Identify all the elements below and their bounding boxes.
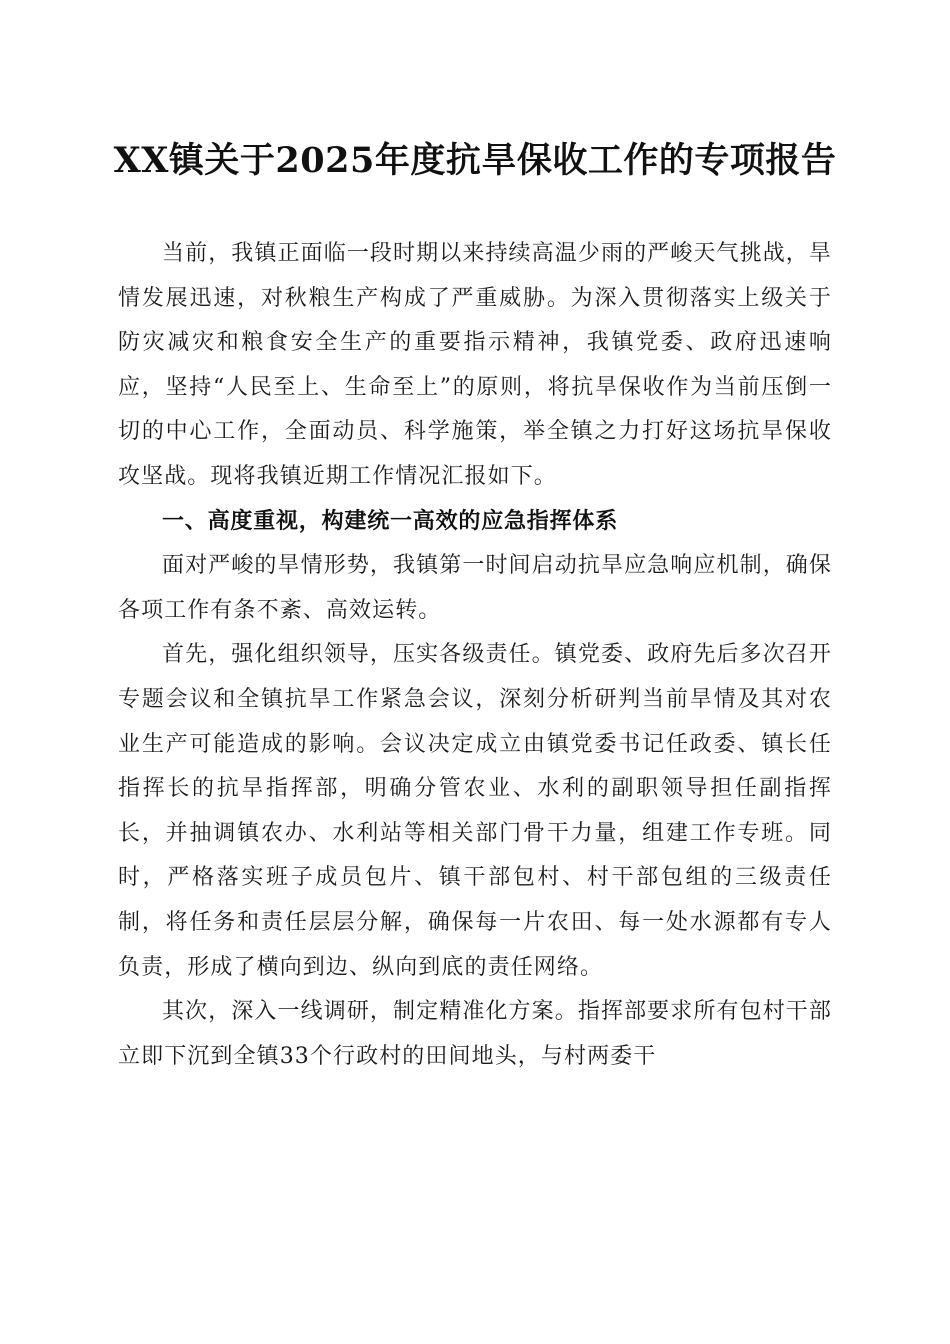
section1-paragraph-3: 其次，深入一线调研，制定精准化方案。指挥部要求所有包村干部立即下沉到全镇33个行政村的田间地头，与村两委干 — [118, 999, 832, 1069]
document-title: XX镇关于2025年度抗旱保收工作的专项报告 — [113, 140, 837, 181]
document-body — [118, 232, 832, 1079]
section1-paragraph-2: 首先，强化组织领导，压实各级责任。镇党委、政府先后多次召开专题会议和全镇抗旱工作紧急会议，深刻分析研判当前旱情及其对农业生产可能造成的影响。会议决定成立由镇党委书记任政委、镇长任指挥长的抗旱指挥部，明确分管农业、水利的副职领导担任副指挥长，并抽调镇农办、水利站等相关部门骨干力量，组建工作专班。同时，严格落实班子成员包片、镇干部包村、村干部包组的三级责任制，将任务和责任层层分解，确保每一片农田、每一处水源都有专人负责，形成了横向到边、纵向到底的责任网络。 — [118, 642, 832, 980]
intro-paragraph: 当前，我镇正面临一段时期以来持续高温少雨的严峻天气挑战，旱情发展迅速，对秋粮生产构成了严重威胁。为深入贯彻落实上级关于防灾减灾和粮食安全生产的重要指示精神，我镇党委、政府迅速响应，坚持“人民至上、生命至上”的原则，将抗旱保收作为当前压倒一切的中心工作，全面动员、科学施策，举全镇之力打好这场抗旱保收攻坚战。现将我镇近期工作情况汇报如下。 — [118, 241, 832, 489]
section1-paragraph-1: 面对严峻的旱情形势，我镇第一时间启动抗旱应急响应机制，确保各项工作有条不紊、高效运转。 — [118, 553, 832, 623]
section-heading-1: 一、高度重视，构建统一高效的应急指挥体系 — [162, 508, 619, 534]
